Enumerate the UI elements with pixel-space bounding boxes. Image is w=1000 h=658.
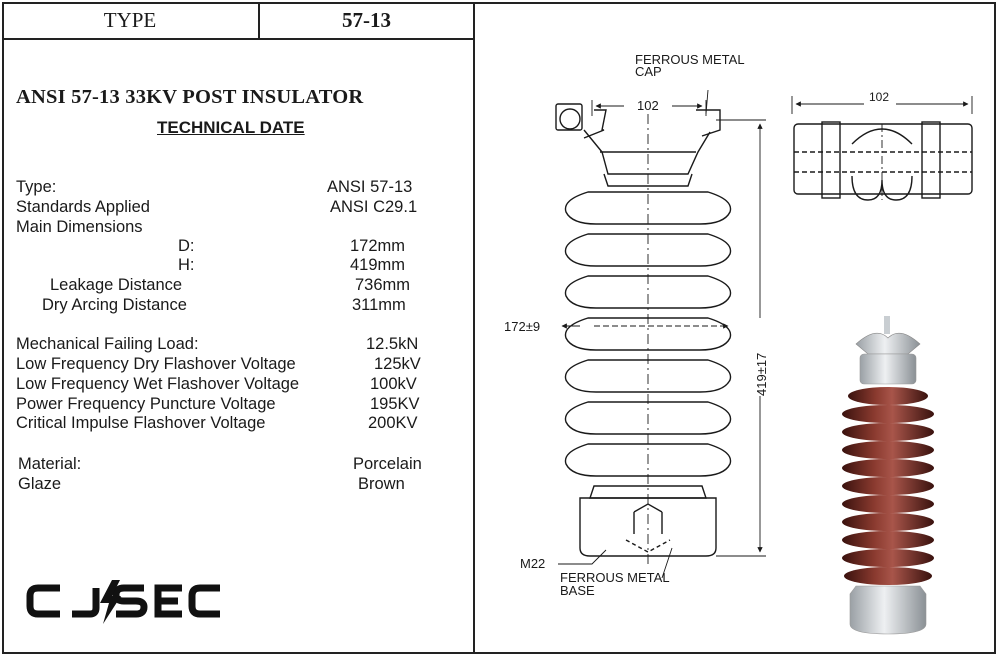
height-dim: 419±17 bbox=[754, 352, 769, 396]
column-divider bbox=[473, 2, 475, 654]
spec-impulse-value: 200KV bbox=[368, 414, 418, 432]
type-value: 57-13 bbox=[342, 7, 391, 32]
spec-material-value: Porcelain bbox=[353, 455, 422, 473]
top-view-width-dim: 102 bbox=[869, 90, 890, 104]
spec-leakage-value: 736mm bbox=[355, 276, 411, 294]
page-title: ANSI 57-13 33KV POST INSULATOR bbox=[16, 86, 364, 108]
diameter-dim: 172±9 bbox=[504, 319, 541, 334]
logo-letter-c bbox=[30, 588, 60, 614]
base-label-line2: BASE bbox=[560, 583, 595, 598]
spec-standards-value: ANSI C29.1 bbox=[330, 198, 418, 216]
spec-pf-puncture-label: Power Frequency Puncture Voltage bbox=[16, 395, 276, 413]
spec-lf-dry-label: Low Frequency Dry Flashover Voltage bbox=[16, 355, 296, 373]
insulator-photo bbox=[842, 316, 934, 634]
spec-dry-arcing-value: 311mm bbox=[352, 296, 406, 314]
logo-letter-c2 bbox=[192, 588, 220, 614]
cap-label-line1: FERROUS METAL bbox=[635, 52, 745, 67]
spec-impulse-label: Critical Impulse Flashover Voltage bbox=[16, 414, 266, 432]
cap-right-lug bbox=[696, 110, 720, 136]
spec-lf-wet-value: 100kV bbox=[370, 375, 417, 393]
spec-glaze-value: Brown bbox=[358, 475, 405, 493]
cap-top-view bbox=[792, 96, 972, 200]
spec-lf-wet-label: Low Frequency Wet Flashover Voltage bbox=[16, 375, 300, 393]
side-elevation bbox=[556, 104, 731, 564]
spec-standards-label: Standards Applied bbox=[16, 198, 150, 216]
spec-glaze-label: Glaze bbox=[18, 475, 62, 493]
photo-sheds bbox=[842, 387, 934, 585]
insulator-drawing bbox=[476, 4, 994, 652]
spec-h-label: H: bbox=[178, 256, 195, 274]
spec-lf-dry-value: 125kV bbox=[374, 355, 421, 373]
spec-mech-value: 12.5kN bbox=[366, 335, 419, 353]
company-logo bbox=[24, 576, 224, 626]
spec-type-label: Type: bbox=[16, 178, 57, 196]
spec-dry-arcing-label: Dry Arcing Distance bbox=[42, 296, 187, 314]
spec-h-value: 419mm bbox=[350, 256, 406, 274]
logo-letter-s bbox=[116, 588, 144, 614]
thread-label: M22 bbox=[520, 556, 546, 571]
base-label-line1: FERROUS METAL bbox=[560, 570, 670, 585]
type-table bbox=[2, 2, 473, 40]
cap-width-dim: 102 bbox=[637, 98, 659, 113]
logo-letter-j bbox=[72, 588, 96, 614]
logo-letter-e bbox=[158, 588, 182, 614]
cap-label-line2: CAP bbox=[635, 64, 662, 79]
spec-material-label: Material: bbox=[18, 455, 82, 473]
spec-d-label: D: bbox=[178, 237, 195, 255]
spec-leakage-label: Leakage Distance bbox=[50, 276, 183, 294]
spec-d-value: 172mm bbox=[350, 237, 406, 255]
spec-main-dimensions-label: Main Dimensions bbox=[16, 218, 143, 236]
dimension-lines bbox=[558, 90, 766, 578]
spec-mech-label: Mechanical Failing Load: bbox=[16, 335, 199, 353]
spec-type-value: ANSI 57-13 bbox=[327, 178, 413, 196]
page-subtitle: TECHNICAL DATE bbox=[157, 118, 305, 137]
spec-pf-puncture-value: 195KV bbox=[370, 395, 420, 413]
type-label: TYPE bbox=[2, 2, 260, 38]
